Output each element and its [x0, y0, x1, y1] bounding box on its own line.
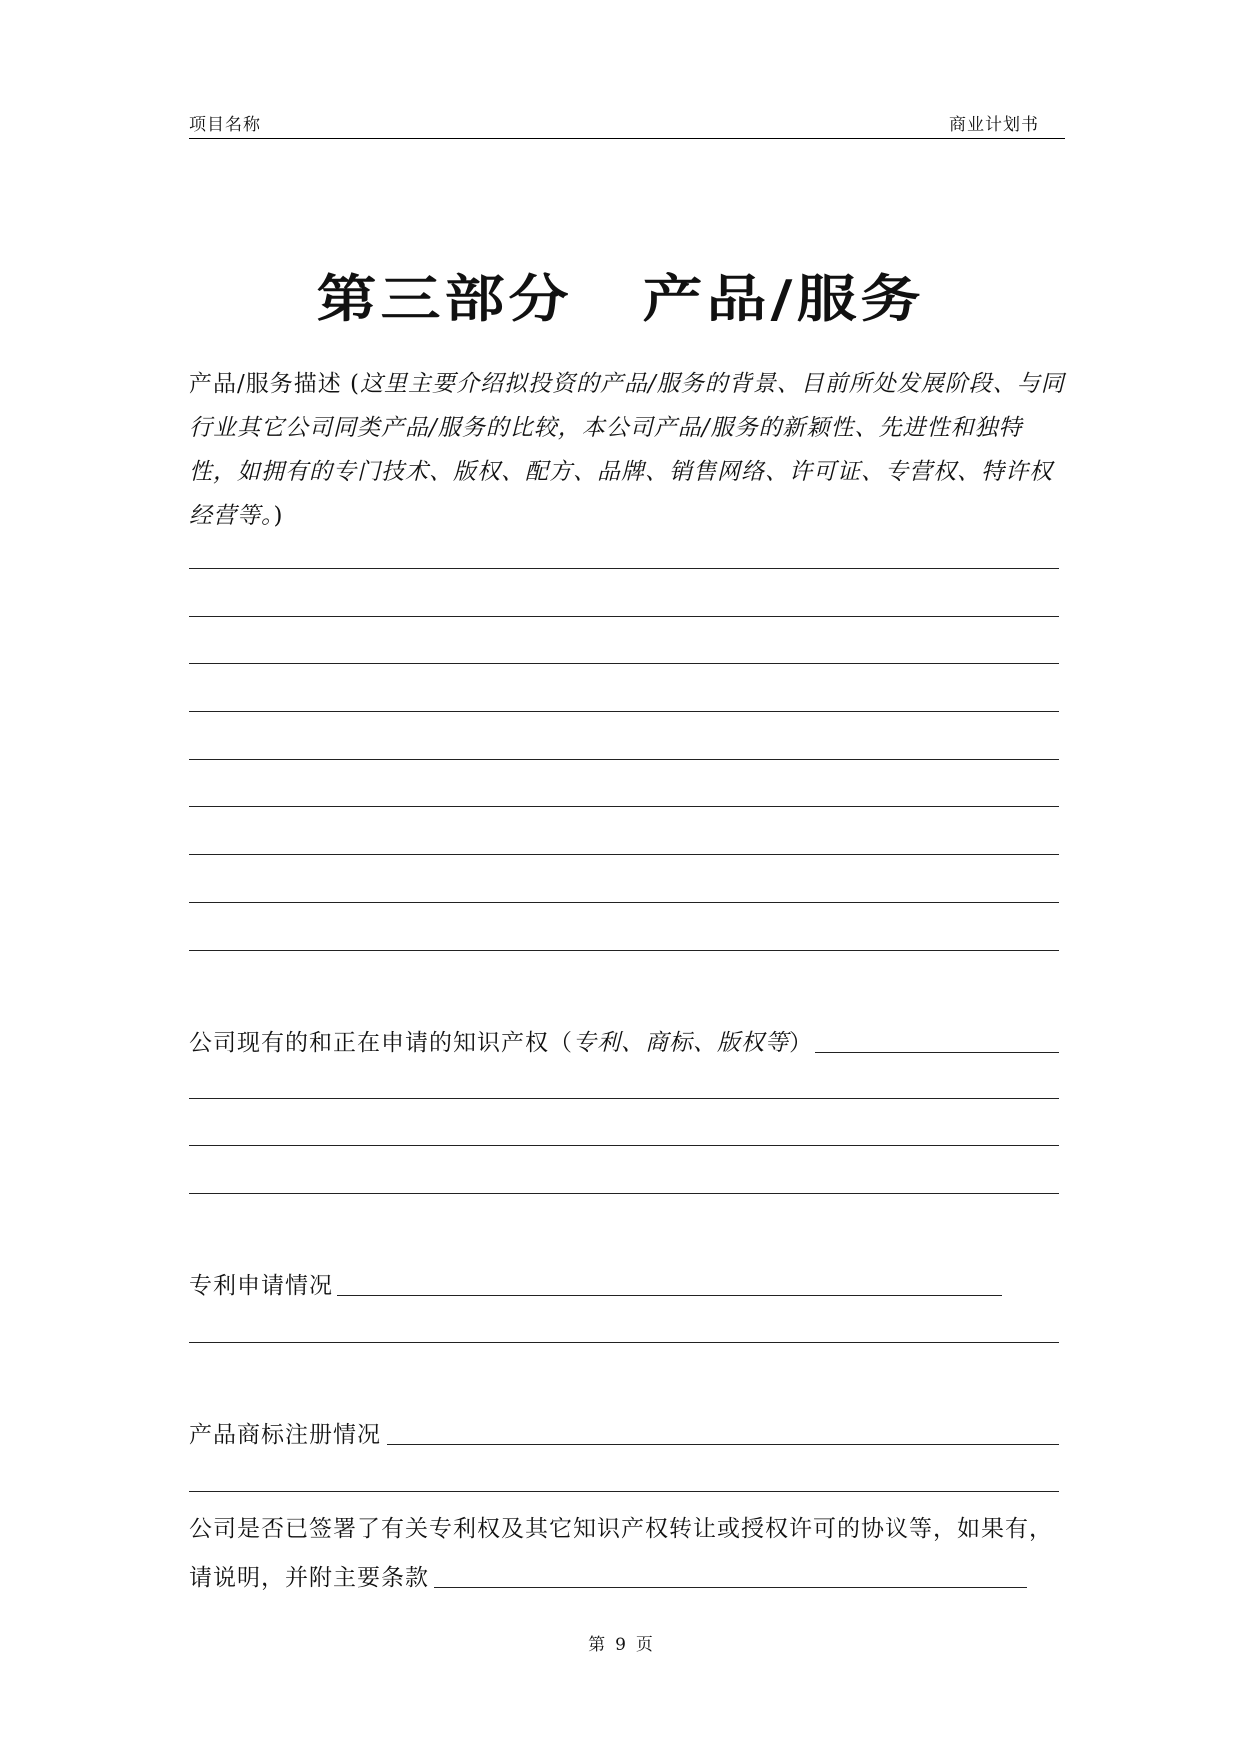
ip-examples: 专利、商标、版权等 — [573, 1030, 789, 1056]
section-title-part: 第三部分 — [316, 269, 573, 329]
description-blank-line[interactable] — [189, 806, 1059, 807]
footer-suffix: 页 — [635, 1635, 653, 1655]
section-title-name: 产品/服务 — [642, 269, 925, 329]
ip-label — [189, 1024, 813, 1057]
page-footer — [0, 1630, 1241, 1655]
header-project-name: 项目名称 — [189, 115, 261, 135]
ip-blank-line[interactable] — [189, 1145, 1059, 1146]
description-blank-line[interactable] — [189, 663, 1059, 664]
description-guidance: 这里主要介绍拟投资的产品/服务的背景、目前所处发展阶段、与同行业其它公司同类产品/服务的比较，本公司产品/服务的新颖性、先进性和独特性，如拥有的专门技术、版权、配方、品牌、销售网络、许可证、专营权、特许权经营等。 — [189, 371, 1065, 529]
description-open-paren: ( — [341, 371, 361, 397]
ip-blank-line[interactable] — [189, 1193, 1059, 1194]
page-number: 9 — [615, 1635, 626, 1655]
patent-label: 专利申请情况 — [189, 1273, 333, 1299]
description-blank-line[interactable] — [189, 759, 1059, 760]
description-paragraph — [189, 362, 1069, 538]
description-blank-line[interactable] — [189, 711, 1059, 712]
trademark-blank-line[interactable] — [387, 1444, 1059, 1445]
footer-prefix: 第 — [588, 1635, 606, 1655]
agreements-line-2: 请说明，并附主要条款 — [189, 1565, 429, 1591]
ip-label-text: 公司现有的和正在申请的知识产权（ — [189, 1030, 573, 1056]
description-blank-line[interactable] — [189, 902, 1059, 903]
patent-blank-line[interactable] — [189, 1342, 1059, 1343]
ip-blank-line[interactable] — [189, 1098, 1059, 1099]
description-label: 产品/服务描述 — [189, 371, 342, 397]
description-blank-line[interactable] — [189, 854, 1059, 855]
trademark-label: 产品商标注册情况 — [189, 1422, 381, 1448]
description-blank-line[interactable] — [189, 616, 1059, 617]
page-header — [189, 108, 1065, 139]
agreements-line-1: 公司是否已签署了有关专利权及其它知识产权转让或授权许可的协议等，如果有， — [189, 1516, 1053, 1542]
patent-blank-line[interactable] — [337, 1295, 1002, 1296]
description-blank-line[interactable] — [189, 568, 1059, 569]
agreements-blank-line[interactable] — [434, 1587, 1027, 1588]
header-doc-type: 商业计划书 — [949, 115, 1039, 135]
section-title — [0, 258, 1241, 331]
description-blank-line[interactable] — [189, 950, 1059, 951]
description-close-paren: ) — [273, 503, 284, 529]
ip-blank-line[interactable] — [815, 1052, 1059, 1053]
ip-close: ） — [789, 1030, 813, 1056]
trademark-blank-line[interactable] — [189, 1491, 1059, 1492]
